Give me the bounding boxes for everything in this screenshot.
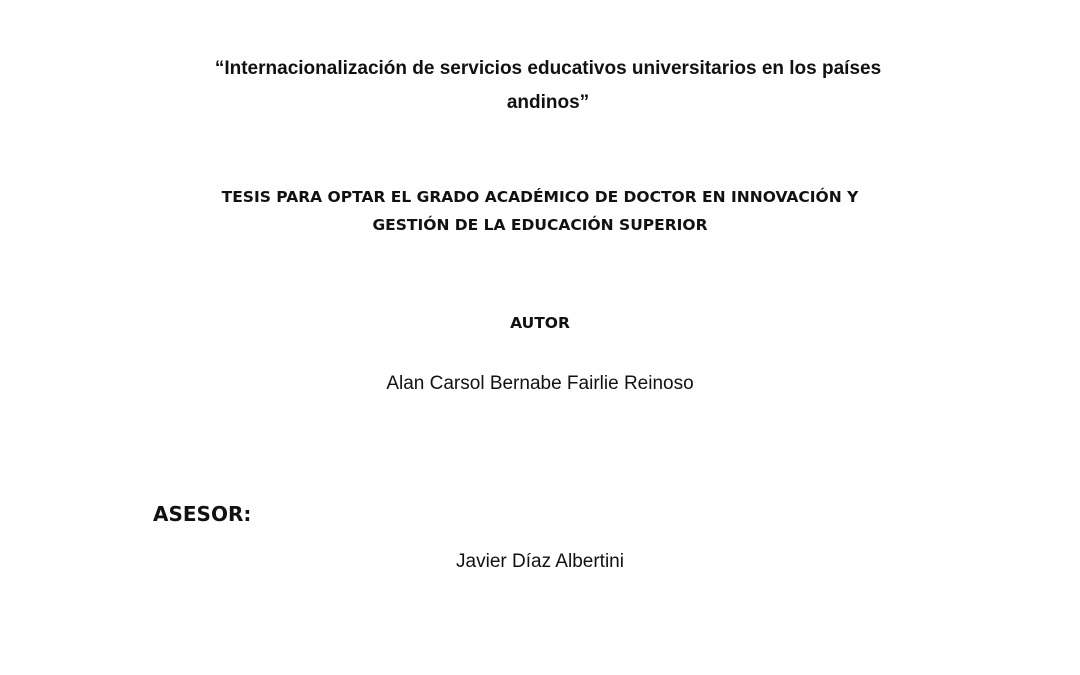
degree-statement-line-2: GESTIÓN DE LA EDUCACIÓN SUPERIOR: [372, 216, 708, 234]
advisor-name: Javier Díaz Albertini: [456, 551, 624, 572]
degree-statement-line-1: TESIS PARA OPTAR EL GRADO ACADÉMICO DE DOCTOR EN INNOVACIÓN Y: [221, 188, 859, 206]
thesis-title-line-1: “Internacionalización de servicios educativos universitarios en los países: [214, 58, 882, 79]
thesis-title: [180, 52, 916, 120]
author-name: Alan Carsol Bernabe Fairlie Reinoso: [386, 373, 694, 394]
advisor-heading: ASESOR:: [153, 502, 252, 526]
author-heading: AUTOR: [510, 314, 570, 332]
degree-statement: [180, 183, 900, 239]
thesis-title-line-2: andinos”: [506, 92, 590, 113]
